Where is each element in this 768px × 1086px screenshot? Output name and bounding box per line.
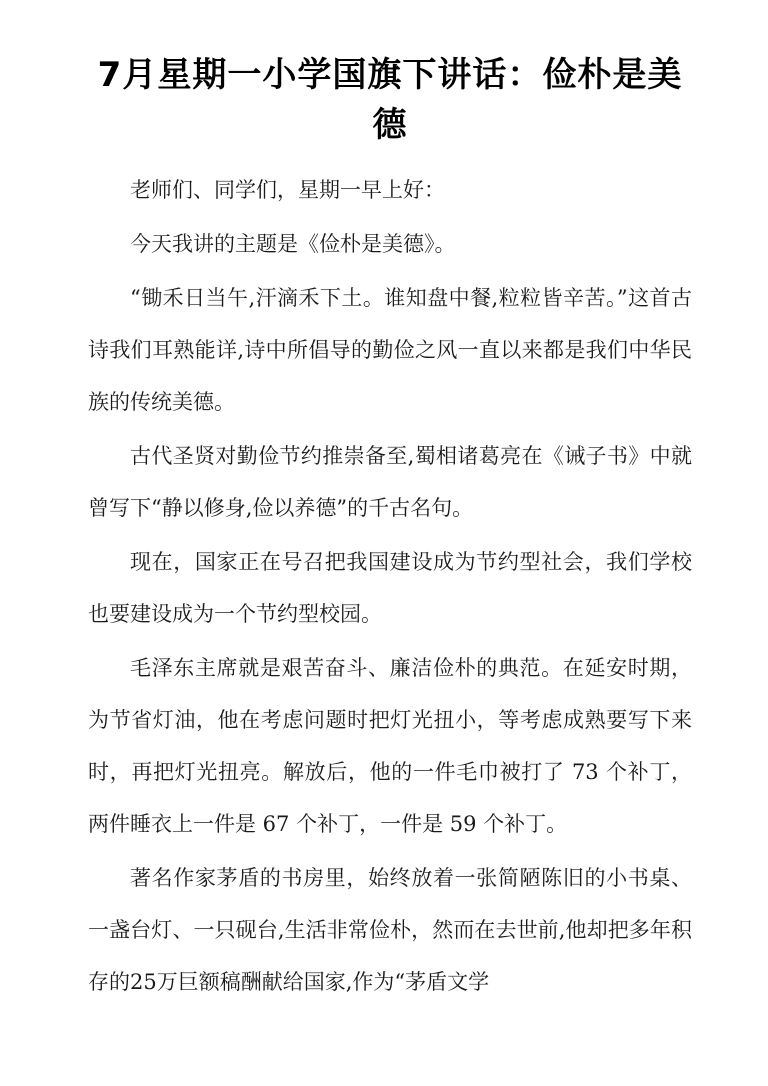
document-title: 7月星期一小学国旗下讲话：俭朴是美德 <box>97 55 683 145</box>
document-body <box>88 164 692 1010</box>
mao-dun-paragraph: 著名作家茅盾的书房里，始终放着一张简陋陈旧的小书桌、一盏台灯、一只砚台,生活非常俭朴，然而在去世前,他却把多年积存的25万巨额稿酬献给国家,作为“茅盾文学 <box>88 866 692 994</box>
greeting-paragraph: 老师们、同学们，星期一早上好： <box>130 178 445 202</box>
topic-paragraph: 今天我讲的主题是《俭朴是美德》。 <box>130 232 456 256</box>
mao-zedong-paragraph: 毛泽东主席就是艰苦奋斗、廉洁俭朴的典范。在延安时期，为节省灯油，他在考虑问题时把灯光扭小，等考虑成熟要写下来时，再把灯光扭亮。解放后，他的一件毛巾被打了 73 个补丁，两件睡衣上一件是 67 个补丁，一件是 59 个补丁。 <box>88 656 692 836</box>
saving-society-paragraph: 现在，国家正在号召把我国建设成为节约型社会，我们学校也要建设成为一个节约型校园。 <box>88 550 692 626</box>
zhuge-liang-paragraph: 古代圣贤对勤俭节约推崇备至,蜀相诸葛亮在《诫子书》中就曾写下“静以修身,俭以养德”的千古名句。 <box>88 444 692 520</box>
poem-paragraph: “锄禾日当午,汗滴禾下土。谁知盘中餐,粒粒皆辛苦。”这首古诗我们耳熟能详,诗中所倡导的勤俭之风一直以来都是我们中华民族的传统美德。 <box>88 286 692 414</box>
